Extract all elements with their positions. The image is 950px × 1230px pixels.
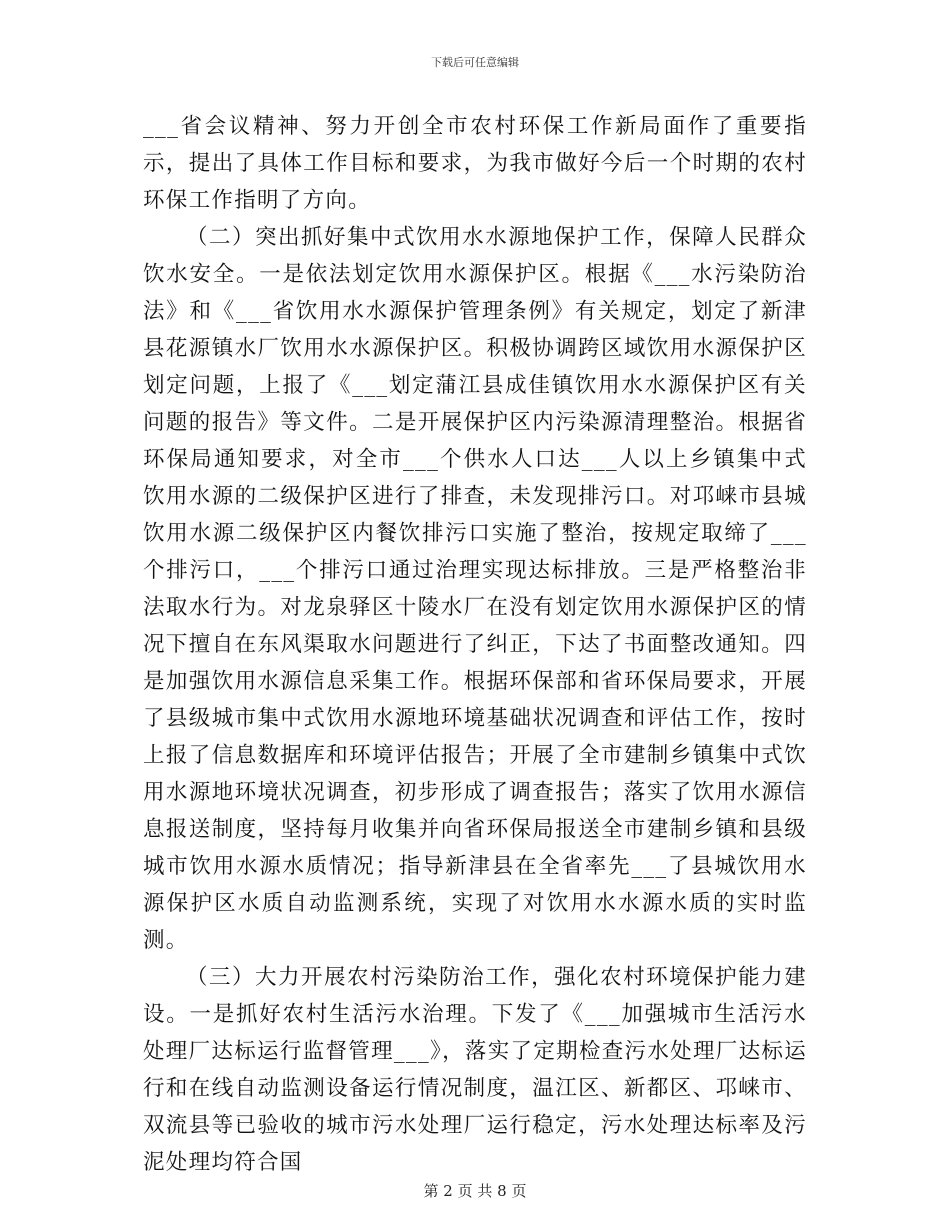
paragraph-continuation: ___省会议精神、努力开创全市农村环保工作新局面作了重要指示，提出了具体工作目标和要求，为我市做好今后一个时期的农村环保工作指明了方向。 — [143, 114, 807, 213]
page-header: 下载后可任意编辑 — [431, 56, 519, 69]
paragraph-section-three: （三）大力开展农村污染防治工作，强化农村环境保护能力建设。一是抓好农村生活污水治理。下发了《___加强城市生活污水处理厂达标运行监督管理___》，落实了定期检查污水处理厂达标运行和在线自动监测设备运行情况制度，温江区、新都区、邛崃市、双流县等已验收的城市污水处理厂运行稳定，污水处理达标率及污泥处理均符合国 — [143, 965, 807, 1175]
document-body — [143, 108, 807, 1181]
page-number-footer: 第 2 页 共 8 页 — [423, 1182, 527, 1200]
paragraph-section-two: （二）突出抓好集中式饮用水水源地保护工作，保障人民群众饮水安全。一是依法划定饮用水源保护区。根据《___水污染防治法》和《___省饮用水水源保护管理条例》有关规定，划定了新津县花源镇水厂饮用水水源保护区。积极协调跨区域饮用水源保护区划定问题，上报了《___划定蒲江县成佳镇饮用水水源保护区有关问题的报告》等文件。二是开展保护区内污染源清理整治。根据省环保局通知要求，对全市___个供水人口达___人以上乡镇集中式饮用水源的二级保护区进行了排查，未发现排污口。对邛崃市县城饮用水源二级保护区内餐饮排污口实施了整治，按规定取缔了___个排污口，___个排污口通过治理实现达标排放。三是严格整治非法取水行为。对龙泉驿区十陵水厂在没有划定饮用水源保护区的情况下擅自在东风渠取水问题进行了纠正，下达了书面整改通知。四是加强饮用水源信息采集工作。根据环保部和省环保局要求，开展了县级城市集中式饮用水源地环境基础状况调查和评估工作，按时上报了信息数据库和环境评估报告；开展了全市建制乡镇集中式饮用水源地环境状况调查，初步形成了调查报告；落实了饮用水源信息报送制度，坚持每月收集并向省环保局报送全市建制乡镇和县级城市饮用水源水质情况；指导新津县在全省率先___了县城饮用水源保护区水质自动监测系统，实现了对饮用水水源水质的实时监测。 — [143, 225, 807, 953]
